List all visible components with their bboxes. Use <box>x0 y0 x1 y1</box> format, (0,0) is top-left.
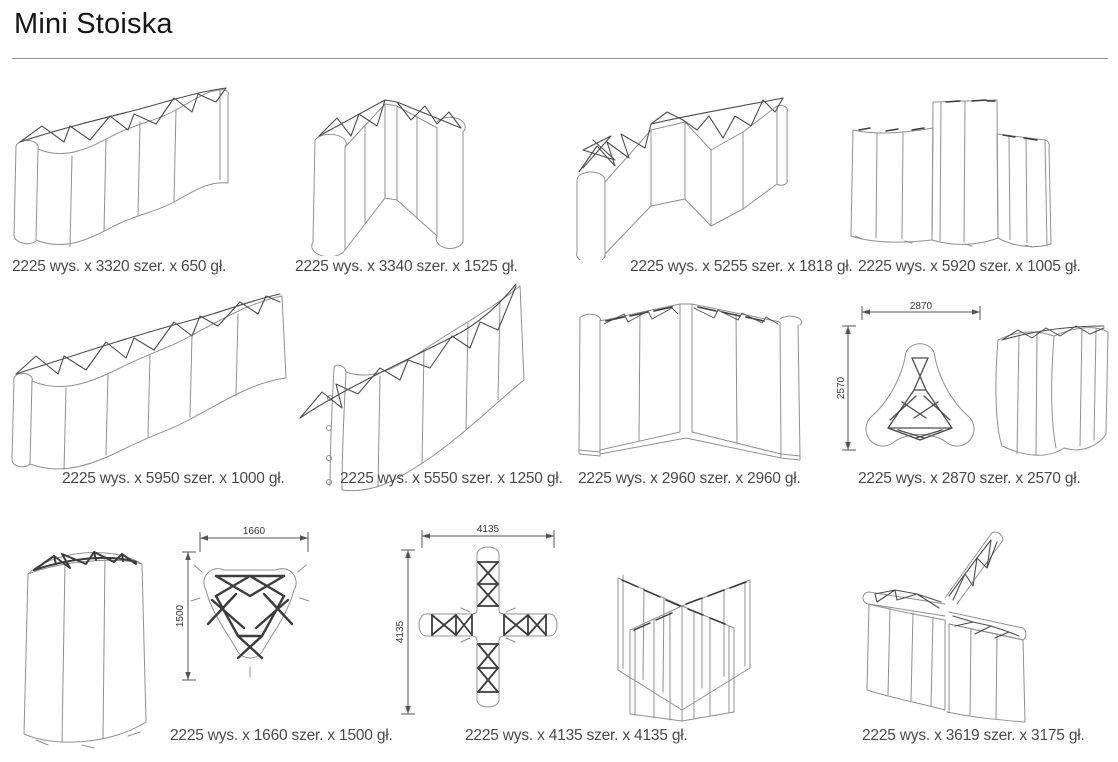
figure-cross-stand <box>382 518 782 724</box>
tri-lobe-drawing <box>832 298 1114 468</box>
s-wall-steep-drawing <box>288 276 533 494</box>
figure-corner-wall-2960 <box>568 292 803 472</box>
figure-tri-lobe-tower <box>832 298 1114 468</box>
dim-depth-label: 4135 <box>395 620 406 644</box>
figure-y-stand <box>845 512 1053 730</box>
dim-width-label: 4135 <box>476 524 500 535</box>
figure-caption: 2225 wys. x 3619 szer. x 3175 gł. <box>862 727 1085 744</box>
figure-zigzag-wall-5255 <box>563 70 798 260</box>
figure-caption: 2225 wys. x 5550 szer. x 1250 gł. <box>340 470 563 487</box>
figure-caption: 2225 wys. x 4135 szer. x 4135 gł. <box>465 727 688 744</box>
figure-u-wall-3340 <box>285 70 470 256</box>
dim-width-label: 1660 <box>242 526 266 537</box>
figure-caption: 2225 wys. x 3340 szer. x 1525 gł. <box>295 258 518 275</box>
figure-caption: 2225 wys. x 3320 szer. x 650 gł. <box>12 258 227 275</box>
wave-wall-drawing <box>6 68 238 254</box>
dim-width-label: 2870 <box>909 301 933 312</box>
figure-caption: 2225 wys. x 5920 szer. x 1005 gł. <box>858 258 1081 275</box>
raised-center-drawing <box>845 88 1053 260</box>
figure-wave-wall-3320 <box>6 68 238 254</box>
title-divider <box>12 58 1108 59</box>
page-title: Mini Stoiska <box>14 8 173 40</box>
cross-stand-drawing <box>382 518 782 724</box>
figure-caption: 2225 wys. x 5255 szer. x 1818 gł. <box>630 258 853 275</box>
figure-caption: 2225 wys. x 2960 szer. x 2960 gł. <box>578 470 801 487</box>
figure-s-wall-5950 <box>2 278 294 470</box>
dim-depth-label: 1500 <box>175 604 186 628</box>
y-stand-drawing <box>845 512 1053 730</box>
u-wall-drawing <box>285 70 470 256</box>
figure-caption: 2225 wys. x 2870 szer. x 2570 gł. <box>858 470 1081 487</box>
corner-wall-drawing <box>568 292 803 472</box>
figure-raised-center-5920 <box>845 88 1053 260</box>
zigzag-wall-drawing <box>563 70 798 260</box>
figure-s-wall-5550 <box>288 276 533 494</box>
figure-caption: 2225 wys. x 5950 szer. x 1000 gł. <box>62 470 285 487</box>
figure-cylinder-tower <box>10 512 320 754</box>
dim-depth-label: 2570 <box>836 376 847 400</box>
s-wall-drawing <box>2 278 294 470</box>
figure-caption: 2225 wys. x 1660 szer. x 1500 gł. <box>170 727 393 744</box>
cylinder-tower-drawing <box>10 512 320 754</box>
